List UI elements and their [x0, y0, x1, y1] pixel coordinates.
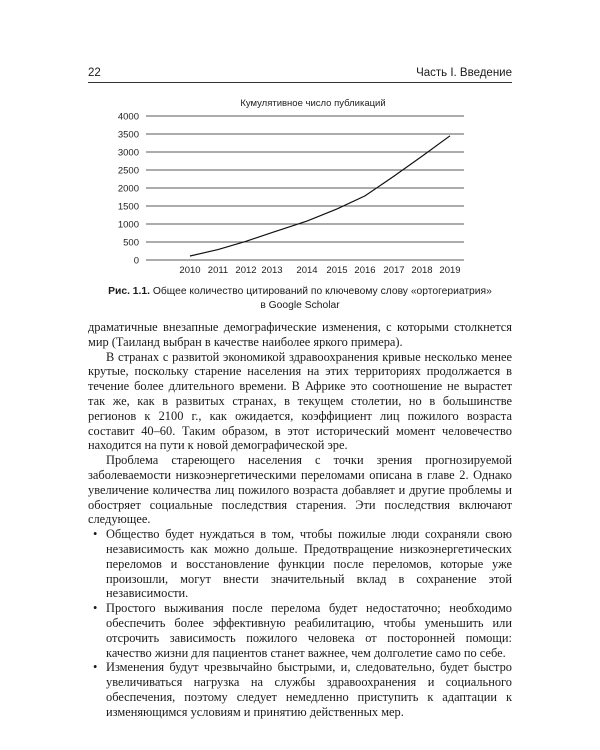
header-rule [88, 82, 512, 83]
x-tick-label: 2012 [235, 265, 257, 276]
page-header [88, 64, 512, 84]
y-tick-label: 1500 [117, 201, 139, 213]
x-tick-label: 2016 [354, 265, 376, 276]
list-item [93, 660, 512, 719]
y-tick-label: 1000 [117, 219, 139, 231]
bullet-marker: • [93, 601, 98, 616]
y-tick-label: 2000 [117, 183, 139, 195]
paragraph: Проблема стареющего населения с точки зрения прогнозируемой заболеваемости низкоэнергетическими переломами описана в главе 2. Однако увеличение количества лиц пожилого возраста добавляет и другие проблемы и обостряет социальные последствия старения. Эти последствия включают следующее. [88, 453, 512, 527]
paragraph: В странах с развитой экономикой здравоохранения кривые несколько менее крутые, поскольку старение населения на этих территориях продолжается в течение более длительного времени. В Африке это соотношение не вырастет так же, как в развитых странах, в текущем столетии, но в большинстве регионов к 2100 г., как ожидается, коэффициент лиц пожилого возраста составит 40–60. Таким образом, в этот исторический момент человечество находится на пути к новой демографической эре. [88, 349, 512, 453]
y-tick-label: 3000 [117, 147, 139, 159]
bullet-marker: • [93, 660, 98, 675]
list-item-text: Простого выживания после перелома будет недостаточно; необходимо обеспечить более эффективную реабилитацию, чтобы уменьшить или отсрочить зависимость пожилого человека от посторонней помощи: качество жизни для пациентов станет важнее, чем долголетие само по себе. [106, 601, 512, 660]
bullet-list [88, 527, 512, 719]
list-item-text: Общество будет нуждаться в том, чтобы пожилые люди сохраняли свою независимость как можно дольше. Предотвращение низкоэнергетических переломов и восстановление функции после переломов, которые уже произошли, могут внести значительный вклад в сохранение этой независимости. [106, 527, 512, 601]
list-item-text: Изменения будут чрезвычайно быстрыми, и, следовательно, будет быстро увеличиваться нагрузка на службы здравоохранения и социального обеспечения, поэтому следует немедленно приступить к адаптации к изменяющимся условиям и принятию действенных мер. [106, 660, 512, 719]
chart-svg [88, 92, 512, 282]
running-title: Часть I. Введение [416, 67, 512, 79]
bullet-marker: • [93, 527, 98, 542]
y-tick-label: 2500 [117, 165, 139, 177]
chart [88, 92, 512, 282]
figure-caption [100, 285, 500, 313]
y-tick-label: 4000 [117, 111, 139, 123]
y-tick-label: 0 [133, 255, 139, 267]
x-tick-label: 2017 [383, 265, 405, 276]
body-text [88, 320, 512, 720]
x-tick-label: 2019 [439, 265, 461, 276]
y-tick-label: 3500 [117, 129, 139, 141]
x-tick-label: 2013 [261, 265, 283, 276]
paragraph-continued: драматичные внезапные демографические изменения, с которыми столкнется мир (Таиланд выбран в качестве наиболее яркого примера). [88, 320, 512, 349]
x-tick-label: 2015 [326, 265, 348, 276]
y-tick-label: 500 [123, 237, 139, 249]
x-tick-label: 2018 [411, 265, 433, 276]
list-item [93, 527, 512, 601]
figure-caption-text: Общее количество цитирований по ключевому слову «ортогериатрия» [149, 286, 492, 297]
page-number: 22 [88, 67, 101, 79]
series-line [190, 136, 450, 256]
figure-caption-line2: в Google Scholar [260, 300, 340, 311]
figure-label: Рис. 1.1. [108, 286, 150, 297]
chart-title: Кумулятивное число публикаций [240, 98, 386, 109]
x-tick-label: 2011 [207, 265, 229, 276]
list-item [93, 601, 512, 660]
x-tick-label: 2010 [179, 265, 201, 276]
x-tick-label: 2014 [296, 265, 318, 276]
